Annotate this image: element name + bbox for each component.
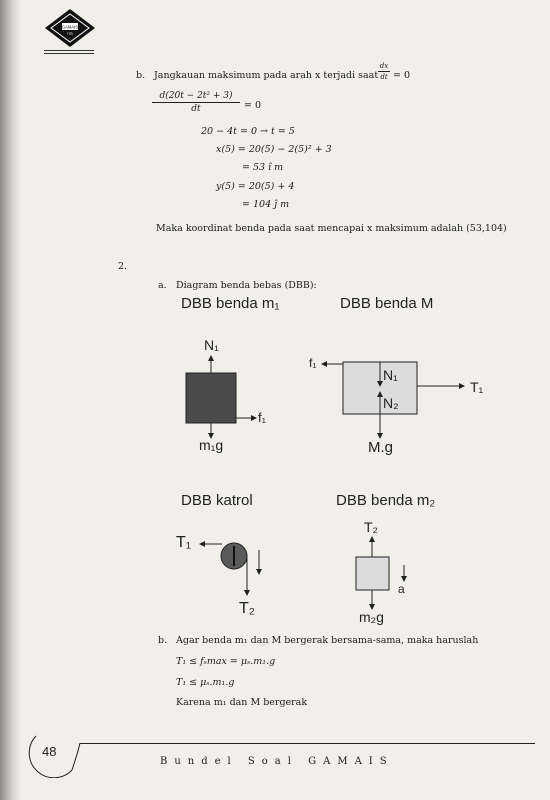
- part-b1-marker: b.: [136, 70, 146, 81]
- m1-friction-label: f₁: [258, 410, 266, 425]
- m2-block: [356, 557, 389, 590]
- part-b1-eq-tail: = 0: [393, 70, 411, 81]
- part-b2-text: Agar benda m₁ dan M bergerak bersama-sama, maka haruslah: [176, 635, 479, 646]
- dbb-M-title: DBB benda M: [340, 295, 434, 312]
- page-number-badge: [28, 728, 88, 778]
- M-n2-label: N₂: [383, 395, 399, 411]
- dbb-m2-title: DBB benda m₂: [336, 492, 436, 509]
- step-3: = 53 î m: [242, 162, 284, 173]
- pulley-t2-label: T₂: [239, 600, 255, 617]
- pulley-t1-label: T₁: [176, 534, 192, 551]
- question-2-number: 2.: [118, 261, 128, 272]
- part-a-marker: a.: [158, 280, 167, 291]
- m2-weight-label: m₂g: [359, 609, 384, 625]
- derivative-tail: = 0: [244, 100, 262, 111]
- frac-denominator: dt: [380, 73, 388, 81]
- logo-text: GAMAIS: [61, 24, 79, 30]
- step-5: = 104 ĵ m: [242, 199, 290, 210]
- m1-diagram: [186, 356, 256, 438]
- m1-normal-label: N₁: [204, 337, 219, 353]
- derivative-denominator: dt: [191, 104, 201, 114]
- step-4: y(5) = 20(5) + 4: [216, 181, 295, 192]
- page-number: 48: [42, 744, 57, 759]
- inequality-1: T₁ ≤ fₛmax = μₛ.m₁.g: [176, 656, 276, 667]
- part-a-text: Diagram benda bebas (DBB):: [176, 280, 317, 291]
- footer-title: Bundel Soal GAMAIS: [160, 756, 394, 767]
- logo-subtext: ITB: [67, 32, 73, 36]
- frac-numerator: dx: [379, 62, 389, 70]
- footer-rule: [80, 743, 535, 744]
- m2-diagram: [356, 537, 404, 609]
- dbb-pulley-title: DBB katrol: [181, 492, 253, 509]
- M-friction-label: f₁: [309, 356, 317, 370]
- M-tension-label: T₁: [470, 379, 484, 395]
- step-1: 20 − 4t = 0 → t = 5: [201, 126, 295, 137]
- m2-accel-label: a: [398, 582, 405, 596]
- pulley-diagram: [200, 543, 259, 595]
- m1-block: [186, 373, 236, 423]
- step-2: x(5) = 20(5) − 2(5)² + 3: [216, 144, 332, 155]
- part-b2-note: Karena m₁ dan M bergerak: [176, 697, 308, 708]
- M-n1-label: N₁: [383, 367, 398, 383]
- part-b1-text: Jangkauan maksimum pada arah x terjadi saat: [154, 70, 379, 81]
- dbb-m1-title: DBB benda m₁: [181, 295, 280, 312]
- m2-tension-label: T₂: [364, 519, 378, 535]
- derivative-numerator: d(20t − 2t² + 3): [159, 91, 233, 101]
- part-b2-marker: b.: [158, 635, 168, 646]
- inequality-2: T₁ ≤ μₛ.m₁.g: [176, 677, 235, 688]
- conclusion-text: Maka koordinat benda pada saat mencapai x maksimum adalah (53,104): [156, 223, 507, 234]
- M-weight-label: M.g: [368, 439, 394, 456]
- m1-weight-label: m₁g: [199, 437, 224, 453]
